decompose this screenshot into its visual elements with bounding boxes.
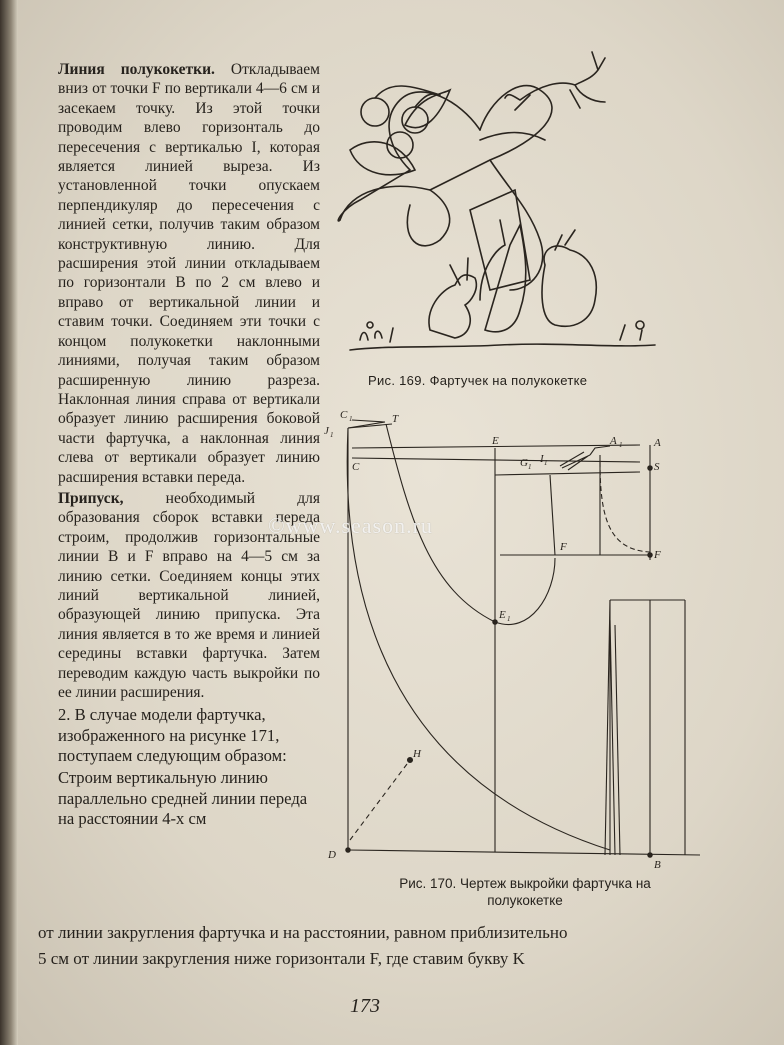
label-f-inner: F — [560, 541, 567, 553]
bottom-line-b — [348, 850, 700, 855]
label-e1: E — [499, 609, 506, 621]
bottom-text — [38, 920, 728, 972]
label-c1-sub: 1 — [349, 415, 353, 423]
label-a1: A — [610, 435, 617, 447]
dashed-line-h — [350, 760, 410, 840]
apron-rounding-curve — [347, 428, 610, 850]
figure-170-caption — [340, 875, 710, 909]
label-a1-sub: 1 — [619, 441, 623, 449]
paragraph-neckline — [58, 60, 320, 487]
paragraph-body: необходимый для образования сборок вставки переда строим, продолжив горизонтальные линии B и F вправо на 4—5 см за линию сетки. Соединяем концы этих линий вертикальной линией, образующей линию припуска. Эта линия является в то же время и линией середины вставки фартучка. Затем переводим каждую часть выкройки по ее линии расширения. — [58, 489, 320, 701]
cherry-icon — [361, 98, 389, 126]
paragraph-heading: Линия полукокетки. — [58, 61, 215, 78]
label-f: F — [654, 549, 661, 561]
paragraph-model: 2. В случае модели фартучка, изображенного на рисунке 171, поступаем следующим образом: — [58, 705, 287, 765]
label-c: C — [352, 461, 360, 473]
deer-icon — [505, 52, 605, 110]
label-h: H — [413, 748, 421, 760]
label-j1-sub: 1 — [330, 431, 334, 439]
paragraph-heading: Припуск, — [58, 489, 124, 507]
bottom-line: 5 см от линии закругления ниже горизонтали F, где ставим букву K — [38, 949, 525, 968]
label-e: E — [492, 435, 499, 447]
label-i1: I — [540, 453, 544, 465]
label-t: T — [392, 413, 399, 425]
rabbit-icon — [542, 246, 596, 326]
watermark: ©www.season.ru — [268, 513, 433, 538]
label-d: D — [328, 849, 336, 861]
label-j1: J — [324, 425, 329, 437]
caption-line: Рис. 170. Чертеж выкройки фартучка на — [399, 876, 651, 891]
page-number: 173 — [350, 995, 380, 1017]
label-c1: C — [340, 409, 348, 421]
label-s: S — [654, 461, 660, 473]
label-g1-sub: 1 — [528, 463, 532, 471]
apron-pocket-icon — [470, 190, 530, 290]
page-gutter-shadow — [0, 0, 18, 1045]
figure-170-pattern-drawing — [310, 400, 720, 870]
leaf-icon — [350, 142, 415, 175]
bottom-line: от линии закругления фартучка и на расстоянии, равном приблизительно — [38, 923, 568, 942]
paragraph-vertical: Строим вертикальную линию параллельно средней линии переда на расстоянии 4-х см — [58, 768, 308, 828]
label-a: A — [654, 437, 661, 449]
label-b: B — [654, 859, 661, 870]
paragraph-body: Откладываем вниз от точки F по вертикали 4—6 см и засекаем точку. Из этой точки проводим влево горизонталь до пересечения с вертикалью I, которая является линией выреза. Из установленной точки опускаем перпендикуляр до пересечения с линией сетки, получив таким образом конструктивную линию. Для расширения этой линии откладываем по горизонтали B по 2 см влево и вправо от вертикальной линии и ставим точки. Соединяем эти точки с концом полукокетки наклонными линиями, получая таким образом расширенную линию разреза. Наклонная линия справа от вертикали образует линию расширения боковой части фартучка, а наклонная линия слева от вертикали образует линию расширения вставки переда. — [58, 61, 320, 486]
figure-169-caption: Рис. 169. Фартучек на полукокетке — [368, 373, 588, 388]
rabbit-icon — [429, 275, 476, 338]
caption-line: полукокетке — [487, 893, 563, 908]
label-g1: G — [520, 457, 528, 469]
text-column — [58, 60, 320, 829]
label-e1-sub: 1 — [507, 615, 511, 623]
label-i1-sub: 1 — [544, 459, 548, 467]
figure-169-illustration — [330, 40, 670, 370]
